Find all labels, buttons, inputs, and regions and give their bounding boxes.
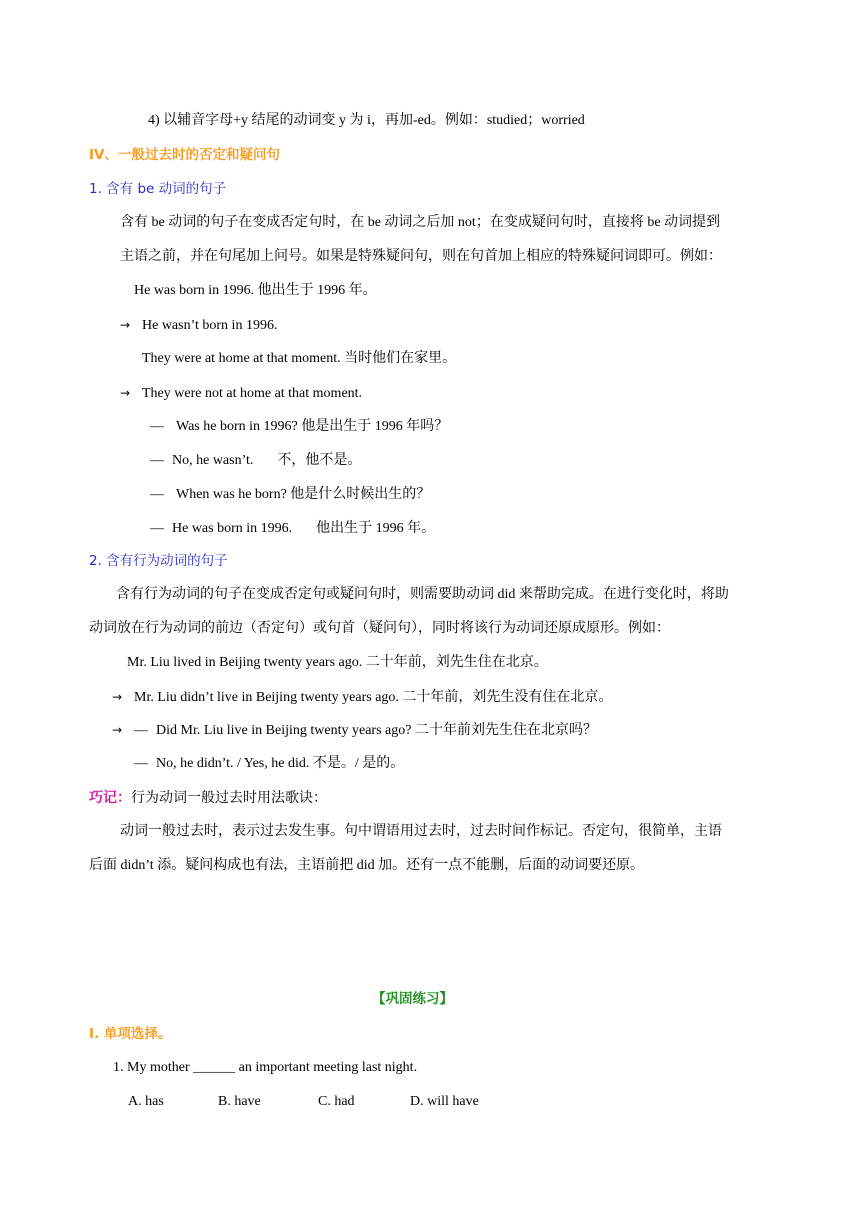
- action-example-negative: [112, 687, 612, 708]
- section-iv-heading: IV、一般过去时的否定和疑问句: [89, 147, 280, 163]
- be-verb-heading: 1. 含有 be 动词的句子: [89, 181, 227, 197]
- right-arrow-icon: →: [112, 723, 123, 737]
- dash-icon: —: [150, 521, 164, 536]
- multiple-choice-heading: Ⅰ. 单项选择。: [89, 1026, 172, 1042]
- action-example-question: [112, 720, 597, 741]
- example-text: Did Mr. Liu live in Beijing twenty years ago? 二十年前刘先生住在北京吗？: [156, 723, 597, 738]
- right-arrow-icon: →: [120, 318, 131, 332]
- dialogue-translation: 他出生于 1996 年。: [316, 521, 436, 536]
- option-d[interactable]: D. will have: [410, 1094, 479, 1109]
- rule-4-text: 4) 以辅音字母+y 结尾的动词变 y 为 i，再加-ed。例如：studied；worried: [148, 113, 585, 128]
- be-question-1: [150, 417, 448, 437]
- example-text: He wasn’t born in 1996.: [142, 318, 278, 333]
- memo-line-1: 动词一般过去时，表示过去发生事。句中谓语用过去时，过去时间作标记。否定句，很简单，主语: [120, 824, 722, 839]
- be-example-1-negative: [120, 315, 277, 336]
- question-1-stem: 1. My mother ______ an important meeting last night.: [113, 1060, 418, 1075]
- be-example-2-negative: [120, 383, 362, 404]
- be-verb-paragraph-line-1: 含有 be 动词的句子在变成否定句时，在 be 动词之后加 not；在变成疑问句时，直接将 be 动词提到: [120, 215, 721, 230]
- memo-title: 行为动词一般过去时用法歌诀：: [131, 791, 327, 806]
- dash-icon: —: [134, 723, 148, 738]
- action-verb-heading: 2. 含有行为动词的句子: [89, 553, 228, 569]
- be-answer-2: [150, 519, 435, 539]
- action-verb-paragraph-line-1: 含有行为动词的句子在变成否定句或疑问句时，则需要助动词 did 来帮助完成。在进行变化时，将助: [116, 587, 729, 602]
- option-a[interactable]: A. has: [128, 1094, 164, 1109]
- action-example-answer: [134, 754, 404, 774]
- dash-icon: —: [134, 756, 148, 771]
- option-b[interactable]: B. have: [218, 1094, 261, 1109]
- action-example-1: Mr. Liu lived in Beijing twenty years ago. 二十年前，刘先生住在北京。: [127, 655, 548, 670]
- example-text: They were not at home at that moment.: [142, 386, 363, 401]
- be-example-1: He was born in 1996. 他出生于 1996 年。: [134, 283, 377, 298]
- right-arrow-icon: →: [112, 690, 123, 704]
- dialogue-text: Was he born in 1996? 他是出生于 1996 年吗？: [176, 419, 449, 434]
- dialogue-translation: 不，他不是。: [277, 453, 362, 468]
- memo-line-2: 后面 didn’t 添。疑问构成也有法，主语前把 did 加。还有一点不能删，后面的动词要还原。: [89, 858, 645, 873]
- dialogue-text: No, he wasn’t.: [172, 453, 254, 468]
- action-verb-paragraph-line-2: 动词放在行为动词的前边（否定句）或句首（疑问句），同时将该行为动词还原成原形。例如：: [89, 621, 670, 636]
- be-verb-paragraph-line-2: 主语之前，并在句尾加上问号。如果是特殊疑问句，则在句首加上相应的特殊疑问词即可。例如：: [120, 249, 722, 264]
- memo-label: 巧记：: [89, 790, 131, 806]
- right-arrow-icon: →: [120, 386, 131, 400]
- be-question-2: [150, 485, 430, 505]
- dash-icon: —: [150, 487, 164, 502]
- example-text: Mr. Liu didn’t live in Beijing twenty years ago. 二十年前，刘先生没有住在北京。: [134, 690, 613, 705]
- dialogue-text: He was born in 1996.: [172, 521, 293, 536]
- dash-icon: —: [150, 419, 164, 434]
- dash-icon: —: [150, 453, 164, 468]
- be-answer-1: [150, 451, 361, 471]
- memo-title-line: [89, 788, 327, 809]
- dialogue-text: When was he born? 他是什么时候出生的？: [176, 487, 431, 502]
- example-text: No, he didn’t. / Yes, he did. 不是。/ 是的。: [156, 756, 405, 771]
- option-c[interactable]: C. had: [318, 1094, 355, 1109]
- practice-heading: 【巩固练习】: [372, 991, 453, 1007]
- be-example-2: They were at home at that moment. 当时他们在家里。: [142, 351, 457, 366]
